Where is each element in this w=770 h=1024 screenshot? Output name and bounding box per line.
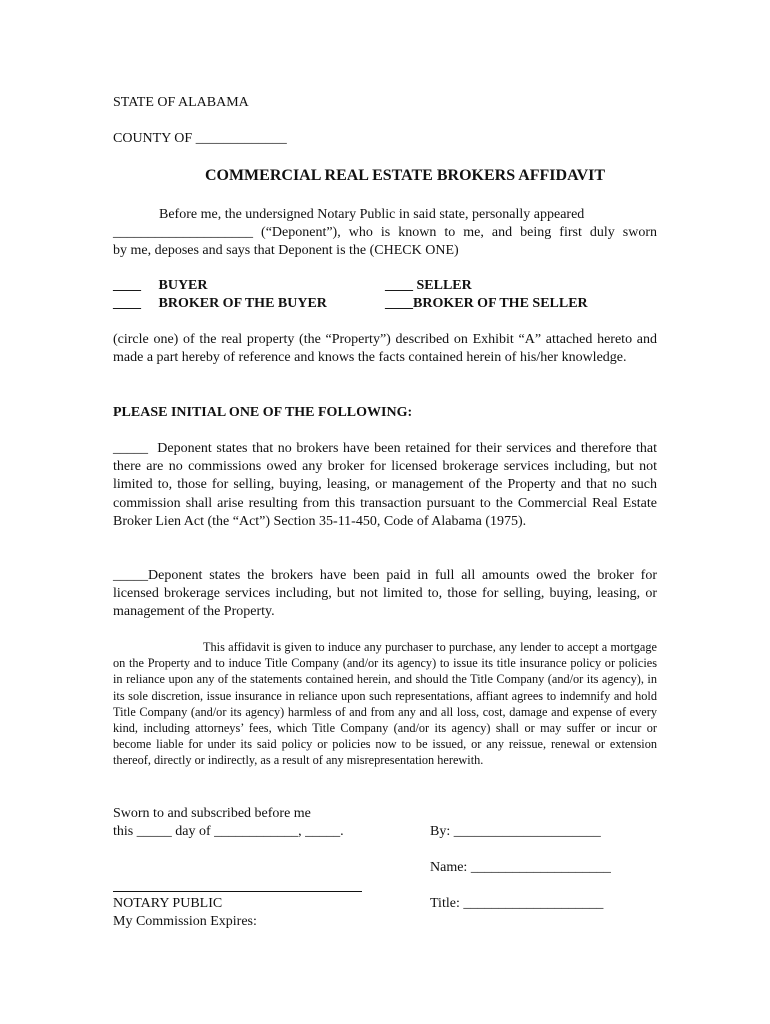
option-broker-of-buyer: ____ BROKER OF THE BUYER xyxy=(113,296,327,311)
county-line: COUNTY OF _____________ xyxy=(113,131,287,146)
sworn-line: Sworn to and subscribed before me xyxy=(113,806,311,821)
document-title: COMMERCIAL REAL ESTATE BROKERS AFFIDAVIT xyxy=(204,167,606,184)
option-buyer: ____ BUYER xyxy=(113,278,208,293)
option-no-brokers: _____ Deponent states that no brokers have been retained for their services and therefore that there are no commissions owed any broker for licensed brokerage services including, but not limited to, those for selling, buying, leasing, or management of the Property and that no such commission shall arise resulting from this transaction pursuant to the Commercial Real Estate Broker Lien Act (the “Act”) Section 35-11-450, Code of Alabama (1975). xyxy=(113,441,661,529)
notary-signature-line xyxy=(113,891,362,892)
property-paragraph: (circle one) of the real property (the “Property”) described on Exhibit “A” attached hereto and made a part hereby of reference and knows the facts contained herein of his/her knowledge. xyxy=(113,332,657,366)
by-line: By: _____________________ xyxy=(430,824,601,839)
intro-line-3: by me, deposes and says that Deponent is the (CHECK ONE) xyxy=(113,243,459,258)
intro-line-2: ____________________ (“Deponent”), who is known to me, and being first duly sworn xyxy=(113,225,657,240)
name-line: Name: ____________________ xyxy=(430,860,611,875)
affidavit-paragraph: This affidavit is given to induce any purchaser to purchase, any lender to accept a mortgage on the Property and to induce Title Company (and/or its agency) to issue its title insurance policy or policies in reliance upon any of the statements contained herein, and should the Title Company (and/or its agency), in its sole discretion, issue insurance in reliance upon such representations, affiant agrees to indemnify and hold Title Company (and/or its agency) harmless of and from any and all loss, cost, damage and expense of every kind, including attorneys’ fees, which Title Company (and/or its agency) shall or may suffer or incur or become liable for under its said policy or policies now to be issued, or any reissue, renewal or extension thereof, directly or indirectly, as a result of any misrepresentation herewith. xyxy=(113,640,657,768)
title-line: Title: ____________________ xyxy=(430,896,604,911)
initial-heading: PLEASE INITIAL ONE OF THE FOLLOWING: xyxy=(113,405,413,420)
this-day-line: this _____ day of ____________, _____. xyxy=(113,824,344,839)
commission-expires-label: My Commission Expires: xyxy=(113,914,257,929)
option-brokers-paid: _____Deponent states the brokers have been paid in full all amounts owed the broker for licensed brokerage services including, but not limited to, those for selling, buying, leasing, or management of the Property. xyxy=(113,568,657,620)
state-line: STATE OF ALABAMA xyxy=(113,95,249,110)
notary-public-label: NOTARY PUBLIC xyxy=(113,896,223,911)
intro-line-1: Before me, the undersigned Notary Public in said state, personally appeared xyxy=(159,207,585,222)
option-broker-of-seller: ____BROKER OF THE SELLER xyxy=(385,296,588,311)
option-seller: ____ SELLER xyxy=(385,278,472,293)
